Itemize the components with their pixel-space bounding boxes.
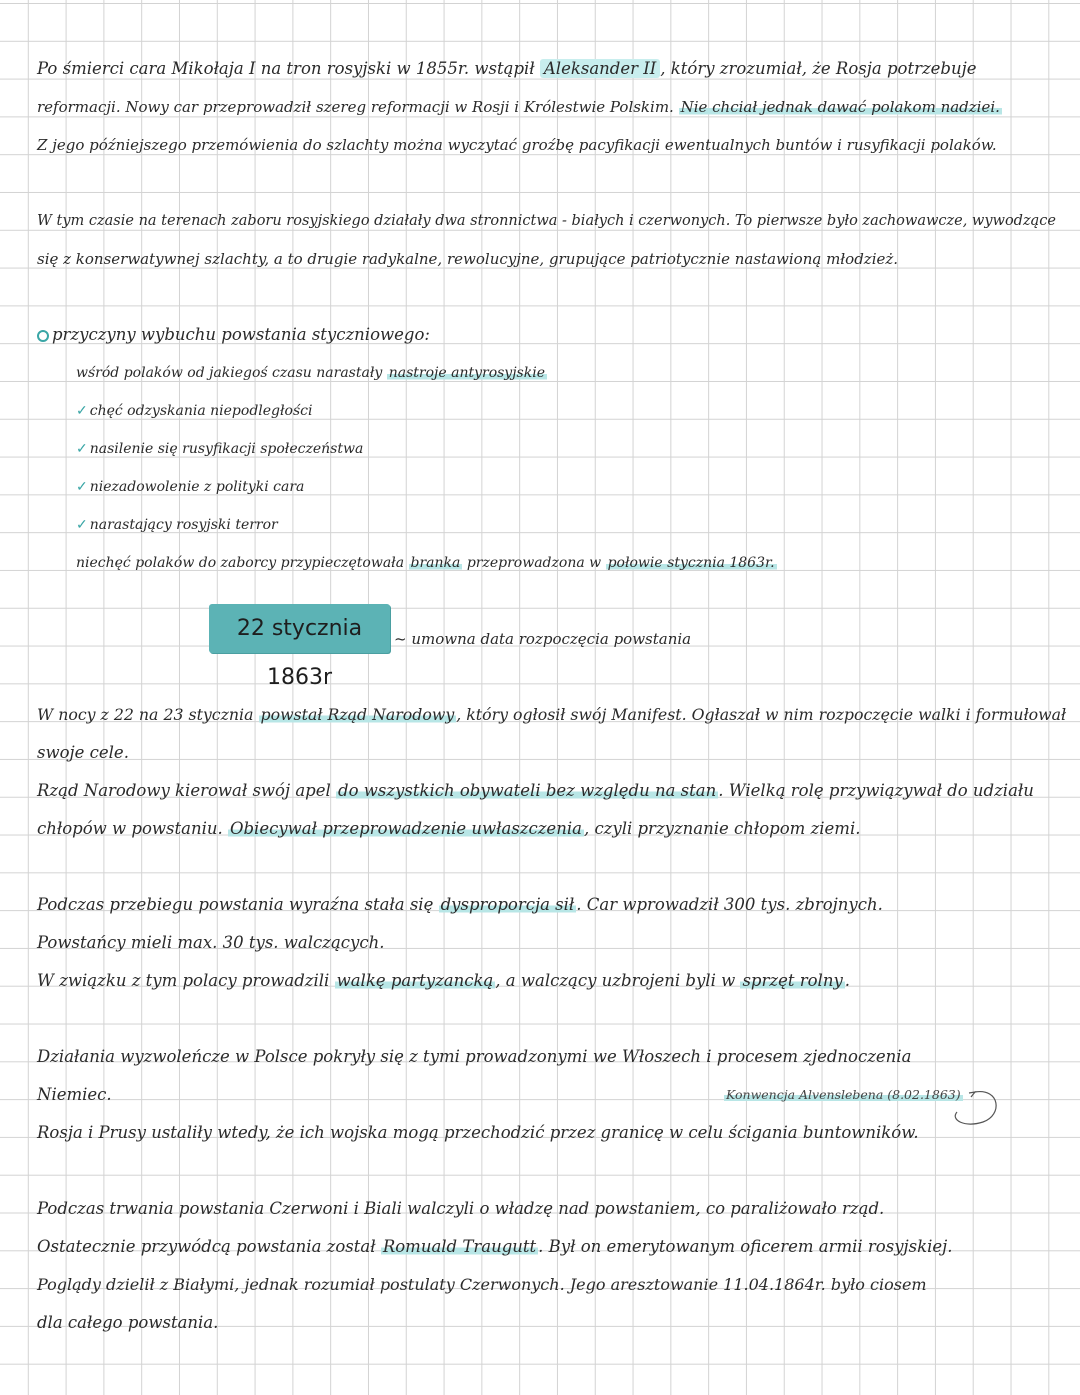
p6-line-3: Poglądy dzielił z Białymi, jednak rozumiał postulaty Czerwonych. Jego aresztowanie 11.04.1864r. było ciosem <box>37 1275 927 1294</box>
highlight-rzad: powstał Rząd Narodowy <box>260 705 455 724</box>
causes-intro <box>76 362 547 384</box>
text: wśród polaków od jakiegoś czasu narastały <box>76 365 387 381</box>
p3-line-2: swoje cele. <box>37 743 129 762</box>
text: Rząd Narodowy kierował swój apel <box>37 781 337 800</box>
cause-item <box>76 514 278 536</box>
text: Po śmierci cara Mikołaja I na tron rosyjski w 1855r. wstąpił <box>37 59 540 78</box>
highlight-traugutt: Romuald Traugutt <box>382 1237 537 1256</box>
p6-line-4: dla całego powstania. <box>37 1313 219 1332</box>
text: . <box>844 971 851 990</box>
text: reformacji. Nowy car przeprowadził szereg reformacji w Rosji i Królestwie Polskim. <box>37 98 679 116</box>
p2-line-2: się z konserwatywnej szlachty, a to drugie radykalne, rewolucyjne, grupujące patriotycznie nastawioną młodzież. <box>37 250 899 268</box>
cause-item <box>76 400 312 422</box>
cause-text: nasilenie się rusyfikacji społeczeństwa <box>89 441 364 457</box>
text: . Był on emerytowanym oficerem armii rosyjskiej. <box>538 1237 953 1256</box>
highlight-obywateli: do wszystkich obywateli bez względu na stan <box>338 781 717 800</box>
p3-line-4 <box>37 818 860 840</box>
highlight-uwlaszczenia: Obiecywał przeprowadzenie uwłaszczenia <box>229 819 582 838</box>
causes-heading-text: przyczyny wybuchu powstania styczniowego: <box>52 325 430 344</box>
text: . Wielką rolę przywiązywał do udziału <box>718 781 1034 800</box>
text: chłopów w powstaniu. <box>37 819 228 838</box>
p5-line-2: Niemiec. <box>37 1085 112 1104</box>
text: , który zrozumiał, że Rosja potrzebuje <box>660 59 977 78</box>
date-box: 22 stycznia 1863r <box>209 604 390 653</box>
check-icon: ✓ <box>76 441 88 457</box>
text: niechęć polaków do zaborcy przypieczętowała <box>76 555 409 571</box>
highlight-partyzancka: walkę partyzancką <box>336 971 494 990</box>
text: Podczas przebiegu powstania wyraźna stała się <box>37 895 439 914</box>
text: przeprowadzona w <box>462 555 606 571</box>
p2-line-1: W tym czasie na terenach zaboru rosyjskiego działały dwa stronnictwa - białych i czerwonych. To pierwsze było zachowawcze, wywodzące <box>37 213 1056 229</box>
p6-line-1: Podczas trwania powstania Czerwoni i Biali walczyli o władzę nad powstaniem, co paraliżowało rząd. <box>37 1199 885 1218</box>
text: W związku z tym polacy prowadzili <box>37 971 335 990</box>
p6-line-2 <box>37 1236 953 1258</box>
highlight-sprzet: sprzęt rolny <box>742 971 843 990</box>
p5-line-3: Rosja i Prusy ustaliły wtedy, że ich wojska mogą przechodzić przez granicę w celu ścigania buntowników. <box>37 1123 919 1142</box>
highlight-nadziei: Nie chciał jednak dawać polakom nadziei. <box>680 98 1000 116</box>
p5-line-1: Działania wyzwoleńcze w Polsce pokryły się z tymi prowadzonymi we Włoszech i procesem zjednoczenia <box>37 1047 912 1066</box>
cause-text: narastający rosyjski terror <box>89 517 278 533</box>
highlight-dysproporcja: dysproporcja sił <box>440 895 575 914</box>
text: Ostatecznie przywódcą powstania został <box>37 1237 381 1256</box>
margin-note <box>724 1084 963 1106</box>
check-icon: ✓ <box>76 403 88 419</box>
causes-heading <box>37 324 430 346</box>
highlight-polowie: połowie stycznia 1863r. <box>607 555 775 571</box>
p1-line-2 <box>37 96 1002 118</box>
swirl-arrow-icon <box>945 1080 1005 1140</box>
text: , czyli przyznanie chłopom ziemi. <box>583 819 861 838</box>
p4-line-1 <box>37 894 883 916</box>
p3-line-3 <box>37 780 1034 802</box>
circle-bullet-icon <box>37 330 49 342</box>
cause-item <box>76 438 363 460</box>
cause-item <box>76 476 304 498</box>
highlight-nastroje: nastroje antyrosyjskie <box>388 365 545 381</box>
cause-text: chęć odzyskania niepodległości <box>89 403 313 419</box>
p1-line-3: Z jego późniejszego przemówienia do szlachty można wyczytać groźbę pacyfikacji ewentualnych buntów i rusyfikacji polaków. <box>37 136 997 154</box>
text: W nocy z 22 na 23 stycznia <box>37 705 259 724</box>
highlight-branka: branka <box>410 555 461 571</box>
p3-line-1 <box>37 704 1066 726</box>
highlight-konwencja: Konwencja Alvenslebena (8.02.1863) <box>726 1087 961 1102</box>
p4-line-3 <box>37 970 850 992</box>
p4-line-2: Powstańcy mieli max. 30 tys. walczących. <box>37 933 385 952</box>
highlight-aleksander: Aleksander II <box>540 59 660 78</box>
check-icon: ✓ <box>76 479 88 495</box>
text: , który ogłosił swój Manifest. Ogłaszał w nim rozpoczęcie walki i formułował <box>456 705 1067 724</box>
causes-outro <box>76 552 777 574</box>
date-caption: ~ umowna data rozpoczęcia powstania <box>394 630 692 648</box>
text: . Car wprowadził 300 tys. zbrojnych. <box>576 895 883 914</box>
check-icon: ✓ <box>76 517 88 533</box>
cause-text: niezadowolenie z polityki cara <box>89 479 305 495</box>
p1-line-1 <box>37 58 977 80</box>
text: , a walczący uzbrojeni byli w <box>495 971 741 990</box>
